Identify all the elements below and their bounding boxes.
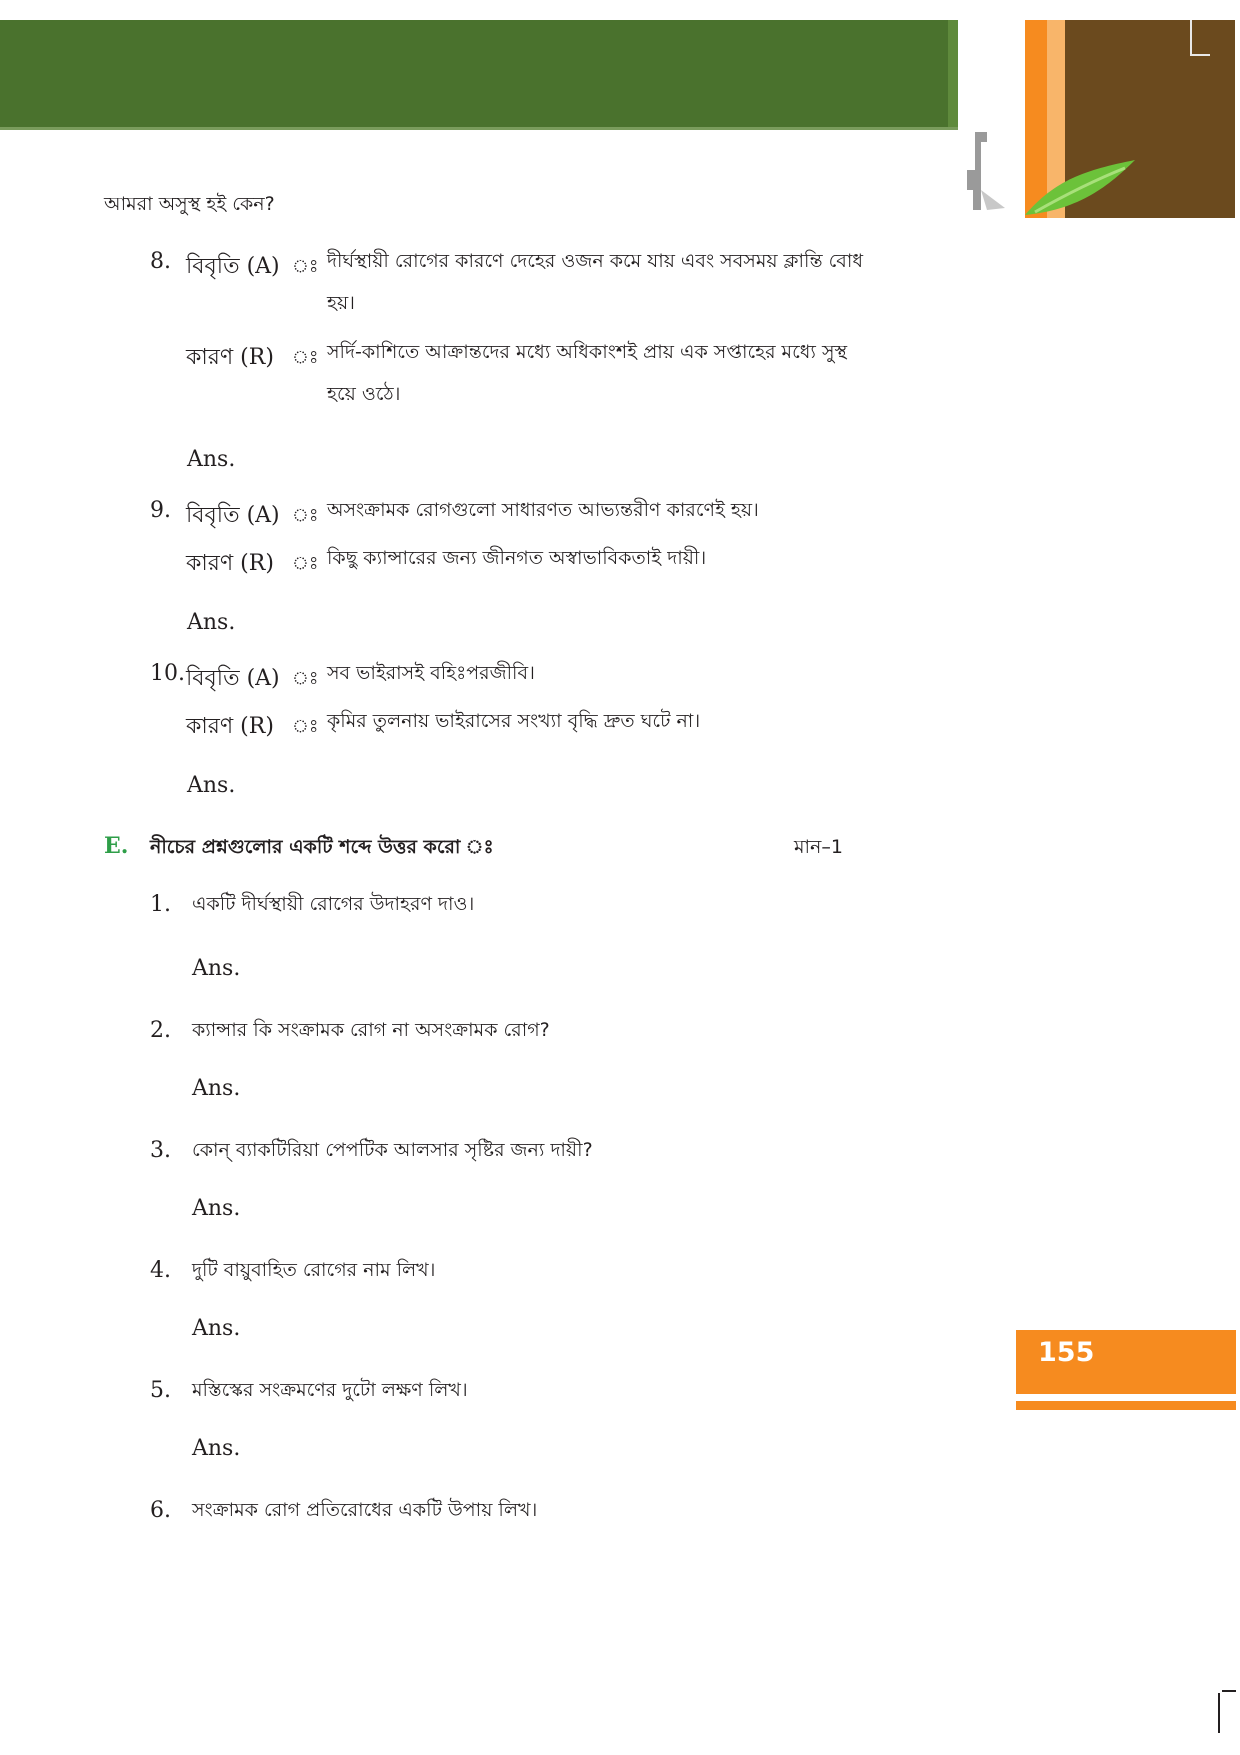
answer-label: Ans. [187, 447, 236, 472]
corner-decoration [965, 20, 1235, 230]
answer-label: Ans. [192, 1076, 241, 1101]
answer-label: Ans. [192, 1316, 241, 1341]
separator: ঃ [292, 347, 319, 368]
question-text: সংক্রামক রোগ প্রতিরোধের একটি উপায় লিখ। [192, 1499, 538, 1521]
running-head: আমরা অসুস্থ হই কেন? [104, 193, 275, 215]
orange-stripe [1025, 20, 1047, 218]
question-number: 1. [150, 892, 171, 917]
statement-text-line-2: হয়। [327, 292, 355, 314]
question-text: মস্তিস্কের সংক্রমণের দুটো লক্ষণ লিখ। [192, 1379, 468, 1401]
answer-label: Ans. [187, 773, 236, 798]
reason-label: কারণ (R) [186, 551, 274, 576]
page-number-rule [1016, 1401, 1236, 1410]
crop-mark-horizontal [1222, 1690, 1236, 1692]
section-title: নীচের প্রশ্নগুলোর একটি শব্দে উত্তর করো ঃ [150, 836, 494, 858]
question-number: 2. [150, 1018, 171, 1043]
statement-text-line-1: অসংক্রামক রোগগুলো সাধারণত আভ্যন্তরীণ কারণেই হয়। [327, 499, 759, 521]
page-number: 155 [1038, 1337, 1095, 1368]
statement-text-line-1: দীর্ঘস্থায়ী রোগের কারণে দেহের ওজন কমে যায় এবং সবসময় ক্লান্তি বোধ [327, 250, 864, 272]
reason-text-line-1: কৃমির তুলনায় ভাইরাসের সংখ্যা বৃদ্ধি দ্রুত ঘটে না। [327, 710, 701, 732]
question-number: 6. [150, 1498, 171, 1523]
section-letter: E. [104, 833, 129, 859]
reason-label: কারণ (R) [186, 714, 274, 739]
separator: ঃ [292, 505, 319, 526]
question-text: কোন্ ব্যাকটিরিয়া পেপটিক আলসার সৃষ্টির জন্য দায়ী? [192, 1139, 593, 1161]
section-marks: মান–1 [794, 836, 843, 858]
answer-label: Ans. [187, 610, 236, 635]
header-band-edge [948, 20, 958, 128]
question-number: 9. [150, 498, 171, 523]
header-band-rule [0, 127, 958, 130]
reason-text-line-1: সর্দি-কাশিতে আক্রান্তদের মধ্যে অধিকাংশই প্রায় এক সপ্তাহের মধ্যে সুস্থ [327, 341, 848, 363]
statement-label: বিবৃতি (A) [186, 666, 280, 691]
question-text: একটি দীর্ঘস্থায়ী রোগের উদাহরণ দাও। [192, 893, 475, 915]
reason-text-line-2: হয়ে ওঠে। [327, 383, 401, 405]
statement-label: বিবৃতি (A) [186, 503, 280, 528]
crop-mark-deco [1190, 20, 1192, 56]
question-number: 4. [150, 1258, 171, 1283]
separator: ঃ [292, 553, 319, 574]
question-number: 5. [150, 1378, 171, 1403]
sprout-stem-shadow [981, 190, 1005, 210]
answer-label: Ans. [192, 956, 241, 981]
question-number: 3. [150, 1138, 171, 1163]
header-band [0, 20, 958, 128]
separator: ঃ [292, 256, 319, 277]
answer-label: Ans. [192, 1196, 241, 1221]
question-number: 8. [150, 249, 171, 274]
question-text: দুটি বায়ুবাহিত রোগের নাম লিখ। [192, 1259, 436, 1281]
statement-label: বিবৃতি (A) [186, 254, 280, 279]
question-number: 10. [150, 661, 185, 686]
question-text: ক্যান্সার কি সংক্রামক রোগ না অসংক্রামক রোগ? [192, 1019, 550, 1041]
reason-text-line-1: কিছু ক্যান্সারের জন্য জীনগত অস্বাভাবিকতাই দায়ী। [327, 547, 707, 569]
separator: ঃ [292, 668, 319, 689]
answer-label: Ans. [192, 1436, 241, 1461]
crop-mark-deco-h [1190, 54, 1210, 56]
crop-mark-vertical [1218, 1693, 1220, 1733]
reason-label: কারণ (R) [186, 345, 274, 370]
separator: ঃ [292, 716, 319, 737]
statement-text-line-1: সব ভাইরাসই বহিঃপরজীবি। [327, 662, 535, 684]
